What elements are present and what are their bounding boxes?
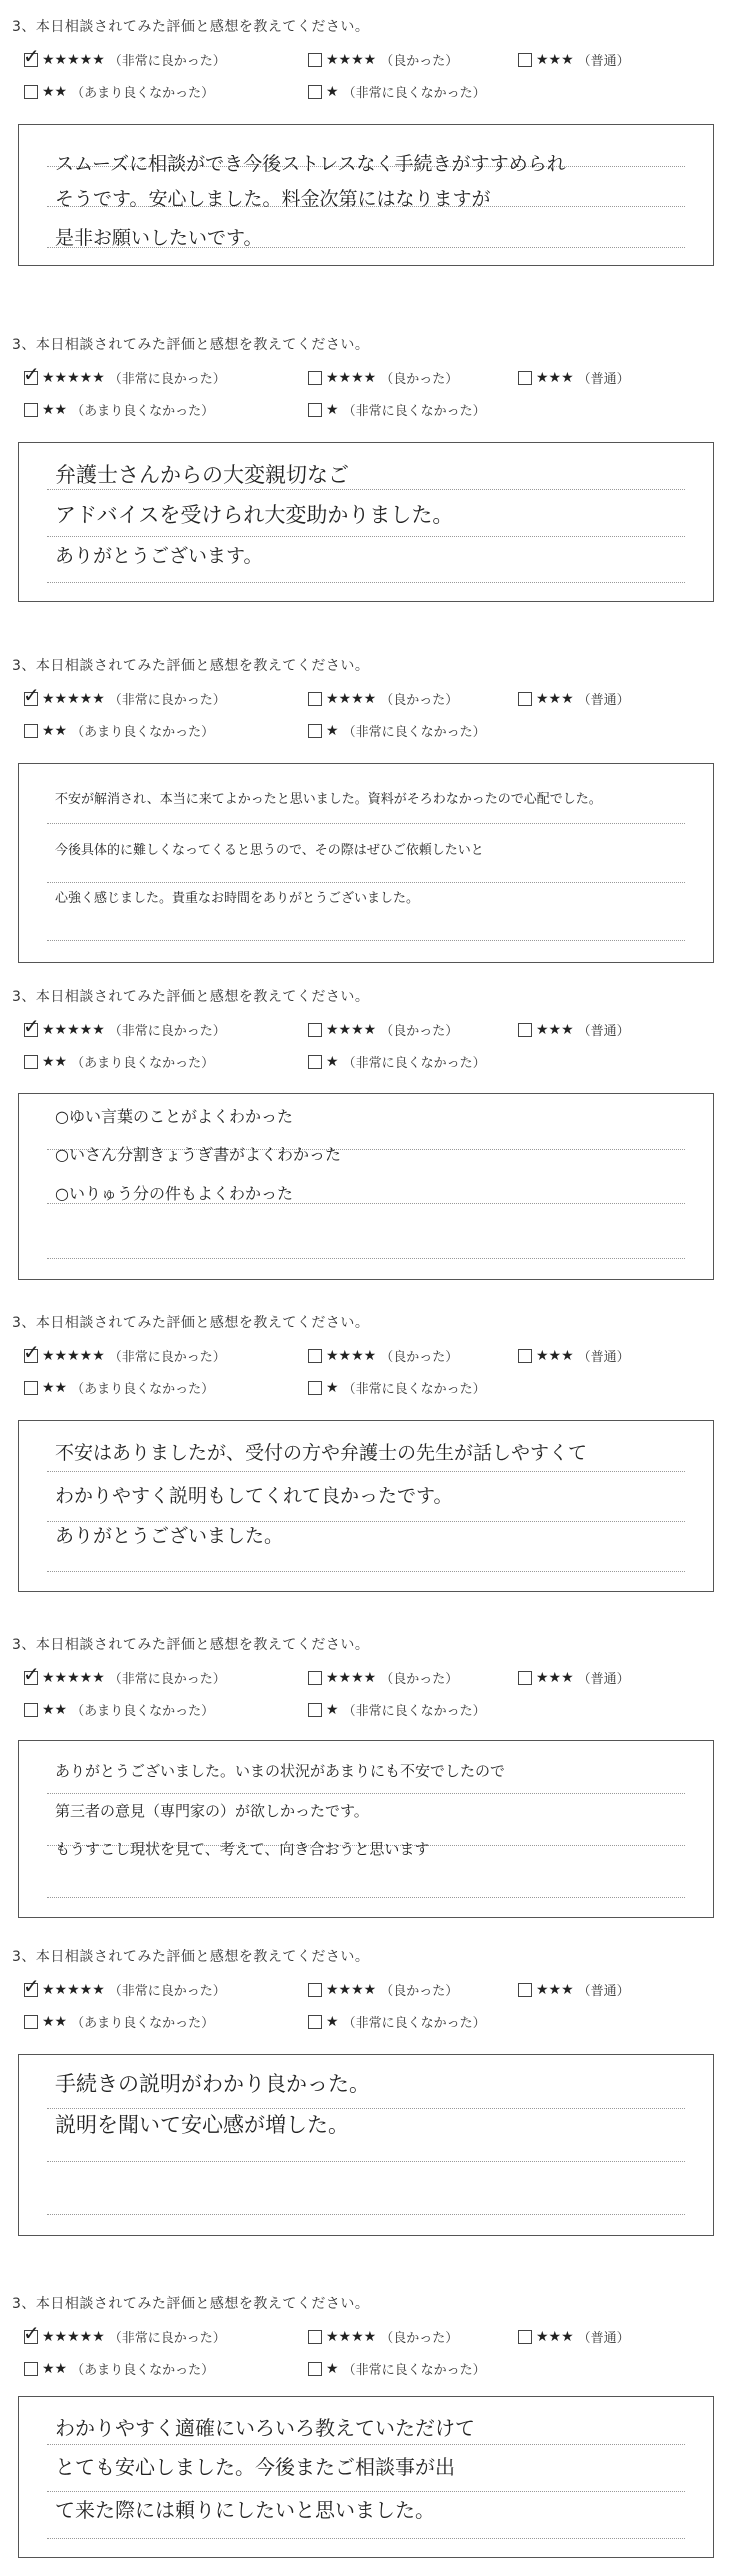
stars-icon: ★★★★ bbox=[326, 51, 377, 68]
stars-icon: ★★★★★ bbox=[42, 1669, 105, 1686]
handwritten-line: ○いさん分割きょうぎ書がよくわかった bbox=[55, 1145, 341, 1164]
stars-icon: ★★ bbox=[42, 1379, 68, 1396]
survey-section bbox=[0, 986, 739, 1071]
checkbox[interactable] bbox=[308, 1703, 322, 1717]
checkbox[interactable] bbox=[518, 371, 532, 385]
checkbox[interactable] bbox=[23, 1339, 40, 1364]
checkbox[interactable] bbox=[308, 1983, 322, 1997]
survey-section bbox=[0, 2293, 739, 2378]
rating-option[interactable] bbox=[24, 2359, 214, 2378]
rating-option[interactable] bbox=[518, 50, 630, 69]
checkbox[interactable] bbox=[518, 692, 532, 706]
option-label: （あまり良くなかった） bbox=[71, 2363, 215, 2378]
checkbox[interactable] bbox=[308, 692, 322, 706]
checkbox[interactable] bbox=[24, 1703, 38, 1717]
checkbox[interactable] bbox=[308, 2015, 322, 2029]
stars-icon: ★★★ bbox=[536, 2328, 574, 2345]
rating-option[interactable] bbox=[23, 361, 226, 387]
handwritten-line: ○ゆい言葉のことがよくわかった bbox=[55, 1107, 293, 1126]
answer-box bbox=[18, 763, 714, 963]
option-label: （あまり良くなかった） bbox=[71, 725, 215, 740]
answer-box bbox=[18, 2054, 714, 2236]
rating-option[interactable] bbox=[308, 1980, 458, 1999]
handwritten-line: ありがとうございました。いまの状況があまりにも不安でしたので bbox=[55, 1762, 506, 1780]
option-label: （普通） bbox=[577, 693, 630, 708]
rating-option[interactable] bbox=[308, 1700, 486, 1719]
ruled-line bbox=[47, 2444, 685, 2445]
stars-icon: ★★★★★ bbox=[42, 2328, 105, 2345]
stars-icon: ★★ bbox=[42, 2360, 68, 2377]
check-mark-icon: ✓ bbox=[23, 1339, 40, 1364]
handwritten-line: もうすこし現状を見て、考えて、向き合おうと思います bbox=[55, 1840, 430, 1858]
question-title: 3、本日相談されてみた評価と感想を教えてください。 bbox=[12, 337, 370, 353]
checkbox[interactable] bbox=[308, 371, 322, 385]
question-title: 3、本日相談されてみた評価と感想を教えてください。 bbox=[12, 1637, 370, 1653]
answer-box bbox=[18, 1740, 714, 1918]
ruled-line bbox=[47, 582, 685, 583]
survey-section bbox=[0, 1946, 739, 2031]
rating-option[interactable] bbox=[308, 1020, 458, 1039]
rating-option[interactable] bbox=[308, 1378, 486, 1397]
option-label: （普通） bbox=[577, 1350, 630, 1365]
stars-icon: ★ bbox=[326, 722, 339, 739]
option-label: （あまり良くなかった） bbox=[71, 1382, 215, 1397]
stars-icon: ★★★ bbox=[536, 369, 574, 386]
answer-box bbox=[18, 124, 714, 266]
stars-icon: ★★★★★ bbox=[42, 1347, 105, 1364]
rating-option[interactable] bbox=[23, 1661, 226, 1687]
option-label: （非常に良かった） bbox=[108, 693, 226, 708]
rating-option[interactable] bbox=[23, 1339, 226, 1365]
option-label: （普通） bbox=[577, 2331, 630, 2346]
handwritten-line: 不安はありましたが、受付の方や弁護士の先生が話しやすくて bbox=[55, 1442, 588, 1464]
question-title: 3、本日相談されてみた評価と感想を教えてください。 bbox=[12, 989, 370, 1005]
rating-option[interactable] bbox=[23, 1973, 226, 1999]
rating-option[interactable] bbox=[24, 82, 214, 101]
stars-icon: ★★★★ bbox=[326, 2328, 377, 2345]
survey-section bbox=[0, 1312, 739, 1397]
checkbox[interactable] bbox=[23, 361, 40, 386]
stars-icon: ★★★★ bbox=[326, 690, 377, 707]
rating-option[interactable] bbox=[308, 2327, 458, 2346]
stars-icon: ★★★★★ bbox=[42, 1021, 105, 1038]
question-title: 3、本日相談されてみた評価と感想を教えてください。 bbox=[12, 2296, 370, 2312]
rating-option[interactable] bbox=[24, 1052, 214, 1071]
checkbox[interactable] bbox=[308, 724, 322, 738]
rating-option[interactable] bbox=[518, 689, 630, 708]
rating-option[interactable] bbox=[24, 400, 214, 419]
option-label: （非常に良かった） bbox=[108, 54, 226, 69]
rating-option[interactable] bbox=[518, 1020, 630, 1039]
option-label: （非常に良かった） bbox=[108, 1984, 226, 1999]
option-label: （良かった） bbox=[380, 2331, 459, 2346]
checkbox[interactable] bbox=[24, 2362, 38, 2376]
checkbox[interactable] bbox=[308, 1671, 322, 1685]
ruled-line bbox=[47, 2214, 685, 2215]
stars-icon: ★★ bbox=[42, 401, 68, 418]
rating-option[interactable] bbox=[308, 2012, 486, 2031]
ruled-line bbox=[47, 823, 685, 824]
check-mark-icon: ✓ bbox=[23, 682, 40, 707]
rating-option[interactable] bbox=[308, 1668, 458, 1687]
checkbox[interactable] bbox=[308, 2362, 322, 2376]
option-label: （良かった） bbox=[380, 1672, 459, 1687]
check-mark-icon: ✓ bbox=[23, 1013, 40, 1038]
handwritten-line: 是非お願いしたいです。 bbox=[55, 227, 263, 249]
stars-icon: ★★★★★ bbox=[42, 51, 105, 68]
stars-icon: ★ bbox=[326, 2013, 339, 2030]
option-label: （あまり良くなかった） bbox=[71, 86, 215, 101]
checkbox[interactable] bbox=[23, 1973, 40, 1998]
option-label: （非常に良かった） bbox=[108, 1672, 226, 1687]
checkbox[interactable] bbox=[308, 1349, 322, 1363]
rating-option[interactable] bbox=[308, 1052, 486, 1071]
stars-icon: ★★ bbox=[42, 722, 68, 739]
checkbox[interactable] bbox=[24, 2015, 38, 2029]
check-mark-icon: ✓ bbox=[23, 1661, 40, 1686]
check-mark-icon: ✓ bbox=[23, 1973, 40, 1998]
checkbox[interactable] bbox=[518, 2330, 532, 2344]
stars-icon: ★★★ bbox=[536, 690, 574, 707]
option-label: （良かった） bbox=[380, 1024, 459, 1039]
ruled-line bbox=[47, 2538, 685, 2539]
rating-option[interactable] bbox=[308, 689, 458, 708]
stars-icon: ★★ bbox=[42, 1701, 68, 1718]
checkbox[interactable] bbox=[24, 1055, 38, 1069]
rating-option[interactable] bbox=[23, 43, 226, 69]
rating-option[interactable] bbox=[518, 2327, 630, 2346]
handwritten-line: て来た際には頼りにしたいと思いました。 bbox=[55, 2498, 435, 2522]
checkbox[interactable] bbox=[24, 85, 38, 99]
rating-option[interactable] bbox=[308, 1346, 458, 1365]
checkbox[interactable] bbox=[308, 1381, 322, 1395]
rating-option[interactable] bbox=[308, 50, 458, 69]
ruled-line bbox=[47, 1571, 685, 1572]
option-label: （良かった） bbox=[380, 693, 459, 708]
stars-icon: ★★★ bbox=[536, 51, 574, 68]
option-label: （普通） bbox=[577, 372, 630, 387]
ruled-line bbox=[47, 1793, 685, 1794]
question-title: 3、本日相談されてみた評価と感想を教えてください。 bbox=[12, 1949, 370, 1965]
handwritten-line: ○いりゅう分の件もよくわかった bbox=[55, 1184, 293, 1203]
handwritten-line: 今後具体的に難しくなってくると思うので、その際はぜひご依頼したいと bbox=[55, 843, 484, 858]
survey-section bbox=[0, 1634, 739, 1719]
checkbox[interactable] bbox=[308, 1023, 322, 1037]
option-label: （非常に良かった） bbox=[108, 372, 226, 387]
option-label: （普通） bbox=[577, 1672, 630, 1687]
option-label: （良かった） bbox=[380, 372, 459, 387]
option-label: （普通） bbox=[577, 54, 630, 69]
ruled-line bbox=[47, 2161, 685, 2162]
answer-box bbox=[18, 442, 714, 602]
ruled-line bbox=[47, 1471, 685, 1472]
question-title: 3、本日相談されてみた評価と感想を教えてください。 bbox=[12, 19, 370, 35]
rating-option[interactable] bbox=[23, 2320, 226, 2346]
rating-option[interactable] bbox=[23, 682, 226, 708]
handwritten-line: スムーズに相談ができ今後ストレスなく手続きがすすめられ bbox=[55, 153, 566, 175]
handwritten-line: そうです。安心しました。料金次第にはなりますが bbox=[55, 188, 491, 210]
handwritten-line: 不安が解消され、本当に来てよかったと思いました。資料がそろわなかったので心配でした。 bbox=[55, 792, 602, 807]
checkbox[interactable] bbox=[308, 403, 322, 417]
stars-icon: ★★★ bbox=[536, 1669, 574, 1686]
handwritten-line: 第三者の意見（専門家の）が欲しかったです。 bbox=[55, 1802, 369, 1820]
rating-option[interactable] bbox=[308, 721, 486, 740]
rating-option[interactable] bbox=[518, 1980, 630, 1999]
option-label: （あまり良くなかった） bbox=[71, 1704, 215, 1719]
option-label: （非常に良くなかった） bbox=[342, 1382, 486, 1397]
option-label: （非常に良かった） bbox=[108, 2331, 226, 2346]
ruled-line bbox=[47, 1897, 685, 1898]
check-mark-icon: ✓ bbox=[23, 361, 40, 386]
option-label: （普通） bbox=[577, 1984, 630, 1999]
option-label: （非常に良くなかった） bbox=[342, 2363, 486, 2378]
option-label: （非常に良くなかった） bbox=[342, 2016, 486, 2031]
answer-box bbox=[18, 2396, 714, 2558]
ruled-line bbox=[47, 2491, 685, 2492]
rating-option[interactable] bbox=[518, 368, 630, 387]
handwritten-line: わかりやすく説明もしてくれて良かったです。 bbox=[55, 1485, 453, 1507]
answer-box bbox=[18, 1420, 714, 1592]
stars-icon: ★★ bbox=[42, 1053, 68, 1070]
rating-option[interactable] bbox=[308, 400, 486, 419]
checkbox[interactable] bbox=[24, 724, 38, 738]
option-label: （あまり良くなかった） bbox=[71, 404, 215, 419]
stars-icon: ★ bbox=[326, 1379, 339, 1396]
stars-icon: ★★★ bbox=[536, 1347, 574, 1364]
checkbox[interactable] bbox=[518, 1023, 532, 1037]
survey-section bbox=[0, 334, 739, 419]
rating-option[interactable] bbox=[23, 1013, 226, 1039]
option-label: （あまり良くなかった） bbox=[71, 1056, 215, 1071]
option-label: （非常に良くなかった） bbox=[342, 86, 486, 101]
survey-section bbox=[0, 655, 739, 740]
handwritten-line: 弁護士さんからの大変親切なご bbox=[55, 463, 349, 487]
checkbox[interactable] bbox=[308, 2330, 322, 2344]
checkbox[interactable] bbox=[23, 43, 40, 68]
check-mark-icon: ✓ bbox=[23, 2320, 40, 2345]
checkbox[interactable] bbox=[518, 1671, 532, 1685]
stars-icon: ★ bbox=[326, 401, 339, 418]
checkbox[interactable] bbox=[518, 1349, 532, 1363]
stars-icon: ★★ bbox=[42, 83, 68, 100]
ruled-line bbox=[47, 1258, 685, 1259]
checkbox[interactable] bbox=[23, 1661, 40, 1686]
rating-option[interactable] bbox=[24, 2012, 214, 2031]
stars-icon: ★★★★ bbox=[326, 1981, 377, 1998]
survey-section bbox=[0, 16, 739, 101]
stars-icon: ★ bbox=[326, 1053, 339, 1070]
option-label: （あまり良くなかった） bbox=[71, 2016, 215, 2031]
option-label: （非常に良かった） bbox=[108, 1024, 226, 1039]
stars-icon: ★★★★★ bbox=[42, 690, 105, 707]
stars-icon: ★★★★ bbox=[326, 1669, 377, 1686]
stars-icon: ★★★ bbox=[536, 1981, 574, 1998]
ruled-line bbox=[47, 882, 685, 883]
ruled-line bbox=[47, 536, 685, 537]
rating-option[interactable] bbox=[308, 2359, 486, 2378]
checkbox[interactable] bbox=[308, 53, 322, 67]
stars-icon: ★★ bbox=[42, 2013, 68, 2030]
checkbox[interactable] bbox=[518, 53, 532, 67]
stars-icon: ★★★★★ bbox=[42, 1981, 105, 1998]
checkbox[interactable] bbox=[24, 1381, 38, 1395]
handwritten-line: 心強く感じました。貴重なお時間をありがとうございました。 bbox=[55, 891, 420, 906]
checkbox[interactable] bbox=[308, 85, 322, 99]
question-title: 3、本日相談されてみた評価と感想を教えてください。 bbox=[12, 1315, 370, 1331]
rating-option[interactable] bbox=[24, 1378, 214, 1397]
rating-option[interactable] bbox=[518, 1346, 630, 1365]
answer-box bbox=[18, 1093, 714, 1280]
handwritten-line: わかりやすく適確にいろいろ教えていただけて bbox=[55, 2416, 475, 2440]
stars-icon: ★★★★ bbox=[326, 369, 377, 386]
rating-option[interactable] bbox=[308, 368, 458, 387]
checkbox[interactable] bbox=[23, 2320, 40, 2345]
option-label: （非常に良くなかった） bbox=[342, 1056, 486, 1071]
handwritten-line: ありがとうございました。 bbox=[55, 1525, 284, 1547]
stars-icon: ★★★★★ bbox=[42, 369, 105, 386]
checkbox[interactable] bbox=[23, 1013, 40, 1038]
rating-option[interactable] bbox=[518, 1668, 630, 1687]
checkbox[interactable] bbox=[308, 1055, 322, 1069]
option-label: （非常に良くなかった） bbox=[342, 725, 486, 740]
handwritten-line: アドバイスを受けられ大変助かりました。 bbox=[55, 503, 454, 527]
handwritten-line: 手続きの説明がわかり良かった。 bbox=[55, 2072, 370, 2096]
stars-icon: ★★★★ bbox=[326, 1347, 377, 1364]
stars-icon: ★★★ bbox=[536, 1021, 574, 1038]
stars-icon: ★★★★ bbox=[326, 1021, 377, 1038]
handwritten-line: とても安心しました。今後またご相談事が出 bbox=[55, 2455, 455, 2479]
checkbox[interactable] bbox=[24, 403, 38, 417]
option-label: （良かった） bbox=[380, 1350, 459, 1365]
handwritten-line: 説明を聞いて安心感が増した。 bbox=[55, 2113, 349, 2137]
question-title: 3、本日相談されてみた評価と感想を教えてください。 bbox=[12, 658, 370, 674]
checkbox[interactable] bbox=[518, 1983, 532, 1997]
ruled-line bbox=[47, 489, 685, 490]
option-label: （良かった） bbox=[380, 1984, 459, 1999]
rating-option[interactable] bbox=[308, 82, 486, 101]
option-label: （非常に良くなかった） bbox=[342, 1704, 486, 1719]
check-mark-icon: ✓ bbox=[23, 43, 40, 68]
option-label: （普通） bbox=[577, 1024, 630, 1039]
handwritten-line: ありがとうございます。 bbox=[55, 545, 263, 567]
option-label: （非常に良くなかった） bbox=[342, 404, 486, 419]
option-label: （良かった） bbox=[380, 54, 459, 69]
stars-icon: ★ bbox=[326, 1701, 339, 1718]
rating-option[interactable] bbox=[24, 721, 214, 740]
stars-icon: ★ bbox=[326, 83, 339, 100]
ruled-line bbox=[47, 940, 685, 941]
checkbox[interactable] bbox=[23, 682, 40, 707]
stars-icon: ★ bbox=[326, 2360, 339, 2377]
rating-option[interactable] bbox=[24, 1700, 214, 1719]
option-label: （非常に良かった） bbox=[108, 1350, 226, 1365]
